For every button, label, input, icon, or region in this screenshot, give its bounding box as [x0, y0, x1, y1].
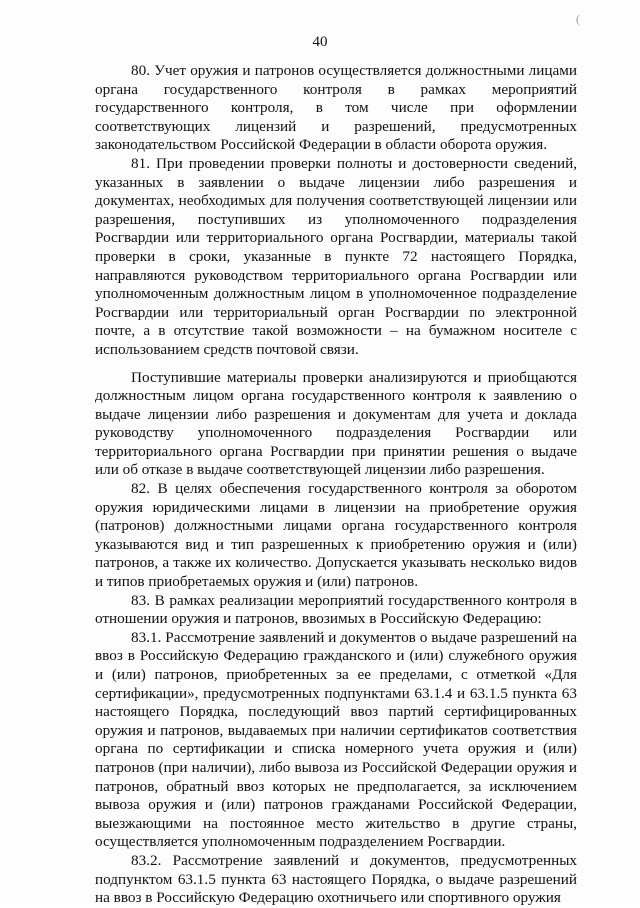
corner-mark: ( — [576, 12, 580, 26]
document-body — [95, 62, 577, 908]
paragraph-83-2: 83.2. Рассмотрение заявлений и документов, предусмотренных подпунктом 63.1.5 пункта 63 настоящего Порядка, о выдаче разрешений на ввоз в Российскую Федерацию охотничьего или спортивного оружия — [95, 851, 577, 907]
paragraph-81: 81. При проведении проверки полноты и достоверности сведений, указанных в заявлении о выдаче лицензии либо разрешения и документах, необходимых для получения соответствующей лицензии или разрешения, поступивших из уполномоченного подразделения Росгвардии или территориального органа Росгвардии, материалы такой проверки в сроки, указанные в пункте 72 настоящего Порядка, направляются руководством территориального органа Росгвардии или уполномоченным должностным лицом в уполномоченное подразделение Росгвардии или территориальный орган Росгвардии по электронной почте, а в отсутствие такой возможности – на бумажном носителе с использованием средств почтовой связи. — [95, 154, 577, 358]
paragraph-83: 83. В рамках реализации мероприятий государственного контроля в отношении оружия и патронов, ввозимых в Российскую Федерацию: — [95, 591, 577, 628]
paragraph-81-continued: Поступившие материалы проверки анализируются и приобщаются должностным лицом органа государственного контроля к заявлению о выдаче лицензии либо разрешения и документам для учета и доклада руководству уполномоченного подразделения Росгвардии или территориального органа Росгвардии при принятии решения о выдаче или об отказе в выдаче соответствующей лицензии либо разрешения. — [95, 368, 577, 479]
page-number: 40 — [312, 34, 328, 50]
paragraph-82: 82. В целях обеспечения государственного контроля за оборотом оружия юридическими лицами в лицензии на приобретение оружия (патронов) должностными лицами органа государственного контроля указываются вид и тип разрешенных к приобретению оружия и (или) патронов, а также их количество. Допускается указывать несколько видов и типов приобретаемых оружия и (или) патронов. — [95, 480, 577, 591]
paragraph-83-1: 83.1. Рассмотрение заявлений и документов о выдаче разрешений на ввоз в Российскую Федерацию гражданского и (или) служебного оружия и (или) патронов, приобретенных за ее пределами, с отметкой «Для сертификации», предусмотренных подпунктами 63.1.4 и 63.1.5 пункта 63 настоящего Порядка, последующий ввоз партий сертифицированных оружия и патронов, выдаваемых при наличии сертификатов соответствия органа по сертификации и списка номерного учета оружия и (или) патронов (при наличии), либо вывоза из Российской Федерации оружия и патронов, обратный ввоз которых не предполагается, за исключением вывоза оружия и (или) патронов гражданами Российской Федерации, выезжающими на постоянное место жительство в другие страны, осуществляется уполномоченным подразделением Росгвардии. — [95, 628, 577, 851]
paragraph-80: 80. Учет оружия и патронов осуществляется должностными лицами органа государственного контроля в рамках мероприятий государственного контроля, в том числе при оформлении соответствующих лицензий и разрешений, предусмотренных законодательством Российской Федерации в области оборота оружия. — [95, 62, 577, 154]
